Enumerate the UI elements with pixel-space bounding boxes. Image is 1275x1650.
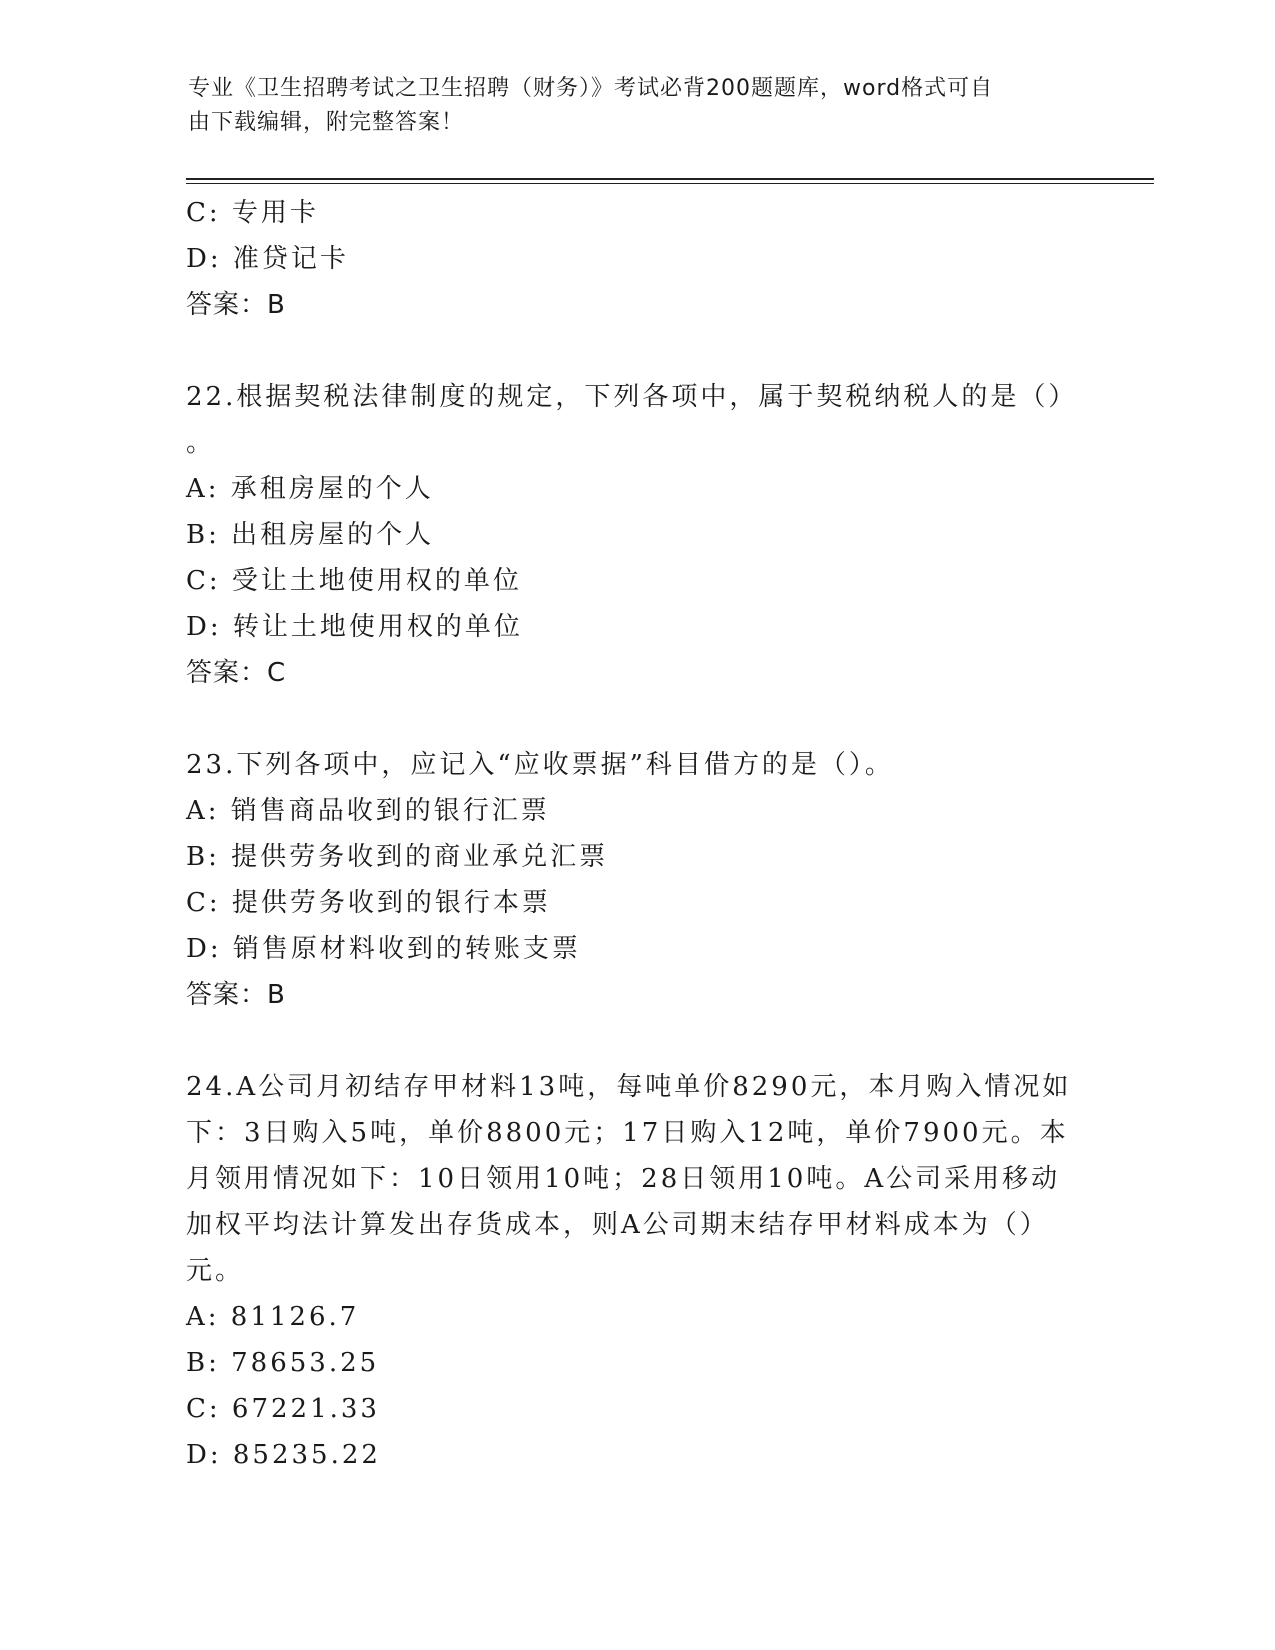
header-line-2: 由下载编辑，附完整答案！ [188,110,465,135]
option-d: D: 转让土地使用权的单位 [186,612,523,642]
answer-line: 答案：B [186,290,286,320]
option-d: D: 准贷记卡 [186,244,349,274]
question-23 [186,742,1086,1018]
header-divider-thin [186,183,1154,184]
question-stem: 24.A公司月初结存甲材料13吨，每吨单价8290元，本月购入情况如 [186,1072,1072,1102]
question-stem: 23.下列各项中，应记入“应收票据”科目借方的是（）。 [186,750,894,780]
question-stem: 加权平均法计算发出存货成本，则A公司期末结存甲材料成本为（） [186,1210,1049,1240]
option-a: A: 承租房屋的个人 [186,474,434,504]
option-d: D: 销售原材料收到的转账支票 [186,934,581,964]
option-b: B: 78653.25 [186,1348,380,1378]
question-stem: 元。 [186,1256,245,1286]
question-stem: 下：3日购入5吨，单价8800元；17日购入12吨，单价7900元。本 [186,1118,1069,1148]
option-b: B: 出租房屋的个人 [186,520,435,550]
question-21-tail [186,190,1086,328]
question-24 [186,1064,1086,1478]
answer-line: 答案：B [186,980,286,1010]
option-a: A: 81126.7 [186,1302,360,1332]
header-line-1: 专业《卫生招聘考试之卫生招聘（财务）》考试必背200题题库，word格式可自 [188,76,994,101]
option-a: A: 销售商品收到的银行汇票 [186,796,550,826]
spacer [186,696,1086,742]
question-stem: 22.根据契税法律制度的规定，下列各项中，属于契税纳税人的是（） [186,382,1078,412]
option-c: C: 提供劳务收到的银行本票 [186,888,551,918]
question-stem: 。 [186,428,216,458]
option-c: C: 67221.33 [186,1394,380,1424]
question-list [186,190,1086,1478]
answer-line: 答案：C [186,658,287,688]
spacer [186,328,1086,374]
question-stem: 月领用情况如下：10日领用10吨；28日领用10吨。A公司采用移动 [186,1164,1061,1194]
spacer [186,1018,1086,1064]
option-d: D: 85235.22 [186,1440,381,1470]
header-divider [186,178,1154,180]
document-header [188,72,1068,140]
option-c: C: 专用卡 [186,198,319,228]
option-b: B: 提供劳务收到的商业承兑汇票 [186,842,609,872]
question-22 [186,374,1086,696]
option-c: C: 受让土地使用权的单位 [186,566,522,596]
